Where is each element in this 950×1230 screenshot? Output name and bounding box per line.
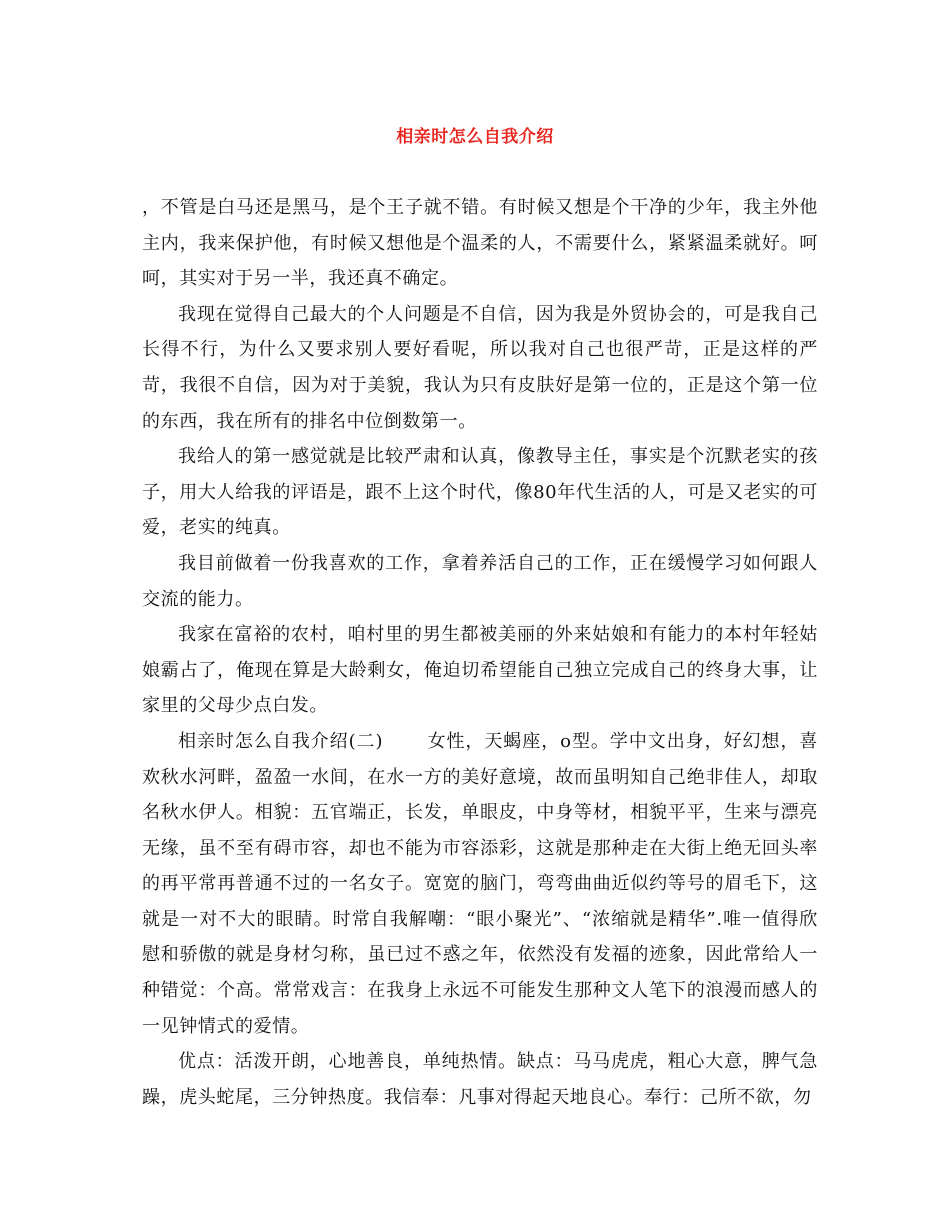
paragraph-3: 我给人的第一感觉就是比较严肃和认真，像教导主任，事实是个沉默老实的孩子，用大人给我的评语是，跟不上这个时代，像80年代生活的人，可是又老实的可爱，老实的纯真。 (142, 446, 818, 539)
paragraph-4: 我目前做着一份我喜欢的工作，拿着养活自己的工作，正在缓慢学习如何跟人交流的能力。 (142, 552, 818, 610)
section-2-text: 女性，天蝎座，o型。学中文出身，好幻想，喜欢秋水河畔，盈盈一水间，在水一方的美好意境，故而虽明知自己绝非佳人，却取名秋水伊人。相貌：五官端正，长发，单眼皮，中身等材，相貌平平，生来与漂亮无缘，虽不至有碍市容，却也不能为市容添彩，这就是那种走在大街上绝无回头率的再平常再普通不过的一名女子。宽宽的脑门，弯弯曲曲近似约等号的眉毛下，这就是一对不大的眼睛。时常自我解嘲：“眼小聚光”、“浓缩就是精华”.唯一值得欣慰和骄傲的就是身材匀称，虽已过不惑之年，依然没有发福的迹象，因此常给人一种错觉：个高。常常戏言：在我身上永远不可能发生那种文人笔下的浪漫而感人的一见钟情式的爱情。 (142, 730, 818, 1037)
section-2-heading: 相亲时怎么自我介绍(二) (178, 730, 384, 752)
paragraph-6 (142, 724, 818, 1044)
document-title: 相亲时怎么自我介绍 (396, 127, 554, 147)
paragraph-7: 优点：活泼开朗，心地善良，单纯热情。缺点：马马虎虎，粗心大意，脾气急躁，虎头蛇尾，三分钟热度。我信奉：凡事对得起天地良心。奉行：己所不欲，勿 (142, 1051, 818, 1108)
document-body (142, 190, 818, 1115)
paragraph-5: 我家在富裕的农村，咱村里的男生都被美丽的外来姑娘和有能力的本村年轻姑娘霸占了，俺现在算是大龄剩女，俺迫切希望能自己独立完成自己的终身大事，让家里的父母少点白发。 (142, 624, 818, 717)
paragraph-2: 我现在觉得自己最大的个人问题是不自信，因为我是外贸协会的，可是我自己长得不行，为什么又要求别人要好看呢，所以我对自己也很严苛，正是这样的严苛，我很不自信，因为对于美貌，我认为只有皮肤好是第一位的，正是这个第一位的东西，我在所有的排名中位倒数第一。 (142, 303, 818, 432)
paragraph-1: ，不管是白马还是黑马，是个王子就不错。有时候又想是个干净的少年，我主外他主内，我来保护他，有时候又想他是个温柔的人，不需要什么，紧紧温柔就好。呵呵，其实对于另一半，我还真不确定。 (142, 197, 818, 290)
